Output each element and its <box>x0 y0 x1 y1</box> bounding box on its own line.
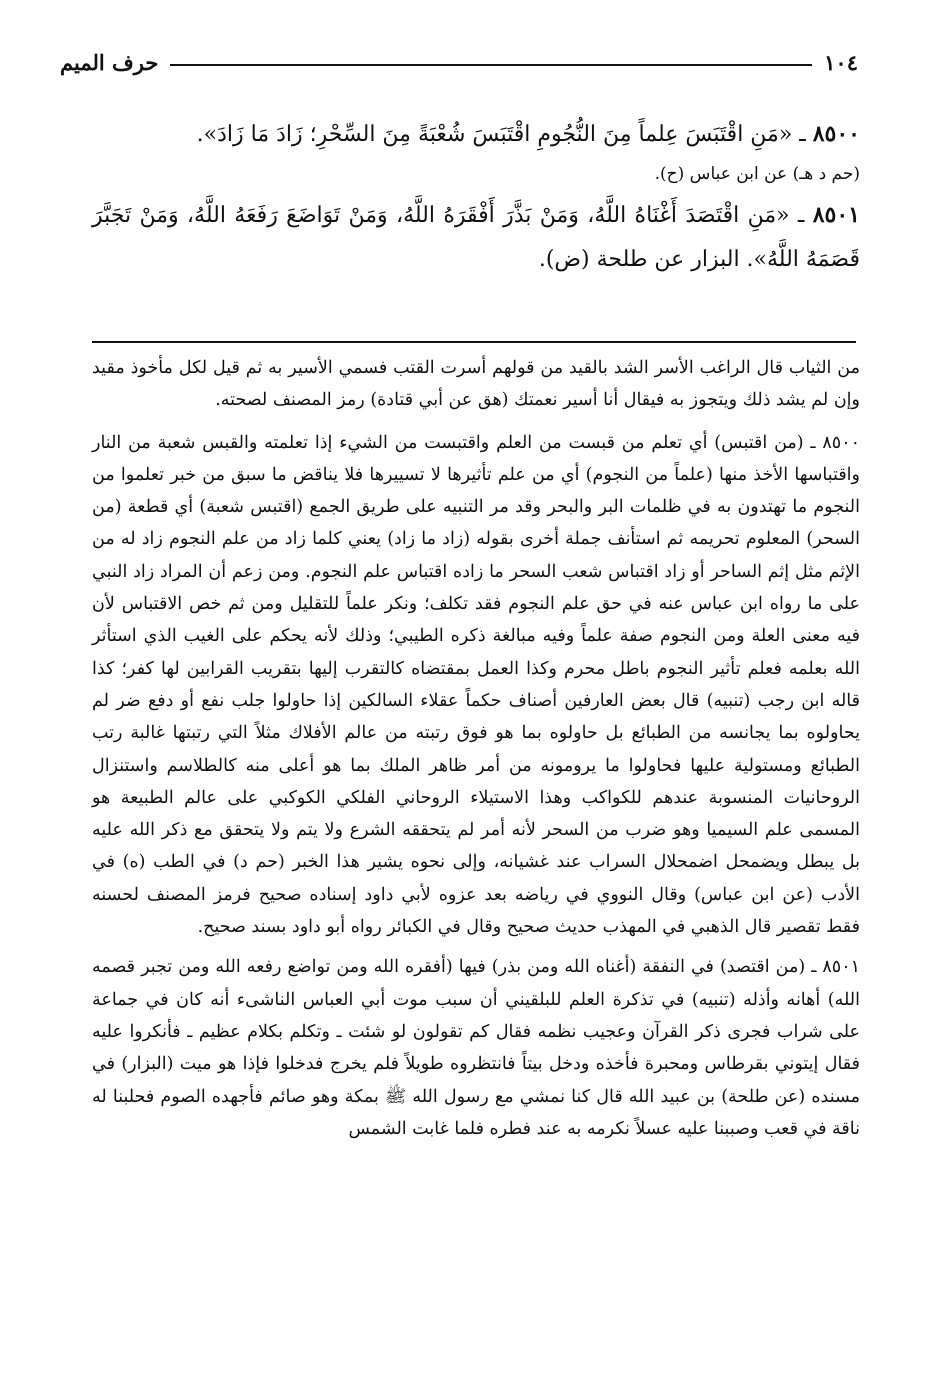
running-title: حرف الميم <box>60 49 159 75</box>
hadith-8500 <box>92 112 860 157</box>
hadith-block <box>92 112 860 282</box>
hadith-8501 <box>92 193 860 282</box>
hadith-source: (حم د هـ) عن ابن عباس (ح). <box>654 164 860 184</box>
commentary-intro: من الثياب قال الراغب الأسر الشد بالقيد من قولهم أسرت القتب فسمي الأسير به ثم قيل لكل مأخوذ مقيد وإن لم يشد ذلك ويتجوز به فيقال أنا أسير نعمتك (هق عن أبي قتادة) رمز المصنف لصحته. <box>92 358 860 411</box>
hadith-number: ٨٥٠٠ <box>812 121 860 147</box>
page-header <box>60 44 858 80</box>
hadith-number: ٨٥٠١ <box>812 202 860 228</box>
commentary-8501: ٨٥٠١ ـ (من اقتصد) في النفقة (أغناه الله ومن بذر) فيها (أفقره الله ومن تواضع رفعه الله ومن تجبر قصمه الله) أهانه وأذله (تنبيه) في تذكرة العلم للبلقيني أن سبب موت أبي العباس الناشىء أنه كان في جماعة على شراب فجرى ذكر القرآن وعجيب نظمه فقال كم تقولون لو شئت ـ وتكلم بكلام عظيم ـ فأنكروا عليه فقال إيتوني بقرطاس ومحبرة فأخذه ودخل بيتاً فانتظروه طويلاً فلم يخرج فدخلوا فإذا هو ميت (البزار) في مسنده (عن طلحة) بن عبيد الله قال كنا نمشي مع رسول الله ﷺ بمكة وهو صائم فأجهده الصوم فحلبنا له ناقة في قعب وصببنا عليه عسلاً نكرمه به عند فطره فلما غابت الشمس <box>92 957 860 1139</box>
footnote-divider <box>92 341 856 343</box>
page-number: ١٠٤ <box>824 49 858 75</box>
commentary-8500: ٨٥٠٠ ـ (من اقتبس) أي تعلم من قبست من العلم واقتبست من الشيء إذا تعلمته والقبس شعبة من النار واقتباسها الأخذ منها (علماً من النجوم) أي من علم تأثيرها لا تسييرها فلا يناقض ما سبق من خبر تعلموا من النجوم ما تهتدون به في ظلمات البر والبحر وقد مر التنبيه على طريق الجمع (اقتبس شعبة) أي قطعة (من السحر) المعلوم تحريمه ثم استأنف جملة أخرى بقوله (زاد ما زاد) يعني كلما زاد من علم النجوم زاد له من الإثم مثل إثم الساحر أو زاد اقتباس شعب السحر ما زاده اقتباس علم النجوم. ومن زعم أن المراد زاد النبي على ما رواه ابن عباس عنه في حق علم النجوم فقد تكلف؛ ونكر علماً للتقليل ومن ثم خص الاقتباس لأن فيه معنى العلة ومن النجوم صفة علماً وفيه مبالغة ذكره الطيبي؛ وذلك لأنه يحكم على الغيب الذي استأثر الله بعلمه فعلم تأثير النجوم باطل محرم وكذا العمل بمقتضاه كالتقرب إليها بتقريب القرابين لها كفر؛ كذا قاله ابن رجب (تنبيه) قال بعض العارفين أصناف حكماً عقلاء السالكين إذا حاولوا جلب نفع أو دفع ضر لم يحاولوه بما يجانسه من الطبائع بل حاولوه بما هو فوق رتبته من عالم الأفلاك مثلاً التي رتبتها غالبة رتب الطبائع ومستولية عليها فحاولوا ما يرومونه من أمر ظاهر الملك بما هو أعلى منه كالطلاسم واستنزال الروحانيات المنسوبة عندهم للكواكب وهذا الاستيلاء الروحاني الفلكي الكوكبي على عالم الطبيعة هو المسمى علم السيميا وهو ضرب من السحر لأنه أمر لم يتحققه الشرع ولا يتم ولا يتحقق مع ذكر الله عليه بل يبطل ويضمحل اضمحلال السراب عند غشيانه، وإلى نحوه يشير هذا الخبر (حم د) في الطب (ه) في الأدب (عن ابن عباس) وقال النووي في رياضه بعد عزوه لأبي داود إسناده صحيح فرمز المصنف لحسنه فقط تقصير قال الذهبي في المهذب حديث صحيح وقال في الكبائر رواه أبو داود بسند صحيح. <box>92 432 861 938</box>
commentary <box>92 352 860 1145</box>
header-rule <box>170 64 812 66</box>
hadith-text: ـ «مَنِ اقْتَبَسَ عِلماً مِنَ النُّجُومِ اقْتَبَسَ شُعْبَةً مِنَ السِّحْرِ؛ زَادَ مَا زَادَ». <box>196 122 806 147</box>
hadith-text: ـ «مَنِ اقْتَصَدَ أَغْنَاهُ اللَّهُ، وَمَنْ بَذَّرَ أَفْقَرَهُ اللَّهُ، وَمَنْ تَوَاضَعَ رَفَعَهُ اللَّهُ، وَمَنْ تَجَبَّرَ قَصَمَهُ اللَّهُ». البزار عن طلحة (ض). <box>92 203 860 272</box>
